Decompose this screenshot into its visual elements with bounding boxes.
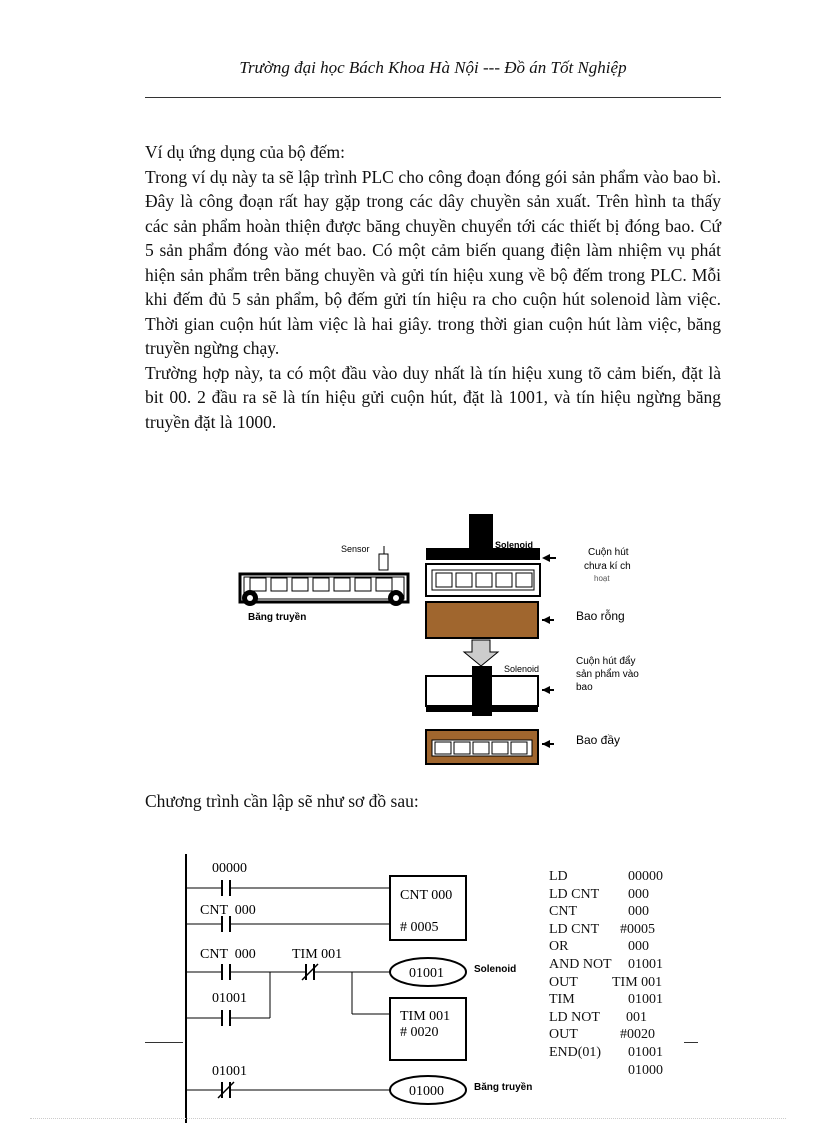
code-operand: #0020 — [620, 1027, 655, 1043]
coil-conveyor-label: Băng truyền — [474, 1082, 533, 1093]
code-instr: CNT — [549, 904, 577, 920]
empty-bag-label: Bao rỗng — [576, 609, 625, 623]
code-instr: TIM — [549, 992, 575, 1008]
cnt-block-preset: # 0005 — [400, 920, 439, 935]
footer-dash-right — [684, 1042, 698, 1043]
contact-00000: 00000 — [212, 861, 247, 876]
code-instr: OUT — [549, 1027, 578, 1043]
code-instr: OR — [549, 939, 569, 955]
paragraph-2: Trường hợp này, ta có một đầu vào duy nhất là tín hiệu xung tõ cảm biến, đặt là bit 00. 2 đầu ra sẽ là tín hiệu gửi cuộn hút, đặt là 1001, và tín hiệu ngừng băng truyền đặt là 1000. — [145, 362, 721, 432]
code-operand: 00000 — [628, 869, 663, 884]
coil-push-label-2: sản phẩm vào — [576, 669, 639, 680]
code-instr: LD — [549, 869, 568, 884]
contact-01001-seal: 01001 — [212, 991, 247, 1006]
sensor-label: Sensor — [341, 544, 370, 554]
solenoid-top — [426, 514, 540, 596]
code-instr: LD CNT — [549, 921, 600, 937]
coil-push-label-3: bao — [576, 682, 593, 693]
rung-2 — [186, 916, 390, 932]
page-bottom-line — [30, 1118, 786, 1119]
contact-cnt-reset: CNT 000 — [200, 903, 256, 918]
ladder-caption: Chương trình cần lập sẽ như sơ đồ sau: — [145, 791, 419, 811]
page-header: Trường đại học Bách Khoa Hà Nội --- Đồ án Tốt Nghiệp — [239, 58, 627, 77]
code-operand: 01001 — [628, 1044, 663, 1060]
contact-tim-001: TIM 001 — [292, 947, 343, 962]
paragraph-1: Trong ví dụ này ta sẽ lập trình PLC cho công đoạn đóng gói sản phẩm vào bao bì. Đây là công đoạn rất hay gặp trong các dây chuyền sản xuất. Trên hình ta thấy các sản phẩm hoàn thiện được băng chuyền chuyển tới các thiết bị đóng bao. Cứ 5 sản phẩm đóng vào mét bao. Có một cảm biến quang điện làm nhiệm vụ phát hiện sản phẩm trên băng chuyền và gửi tín hiệu xung về bộ đếm trong PLC. Mỗi khi đếm đủ 5 sản phẩm, bộ đếm gửi tín hiệu ra cho cuộn hút solenoid làm việc. Thời gian cuộn hút làm việc là hai giây. trong thời gian cuộn hút làm việc, băng truyền ngừng chạy. — [145, 166, 721, 358]
empty-bag — [426, 602, 538, 638]
ladder-diagram — [178, 848, 538, 1123]
mnemonic-code — [549, 868, 612, 1062]
code-instr: LD CNT — [549, 886, 600, 902]
code-operand: TIM 001 — [612, 974, 663, 990]
contact-01001-not: 01001 — [212, 1064, 247, 1079]
code-instr: END(01) — [549, 1044, 602, 1060]
code-operand: 000 — [628, 939, 649, 955]
mnemonic-operands — [612, 868, 663, 1079]
rung-4 — [186, 1082, 390, 1098]
conveyor-belt — [240, 574, 408, 606]
coil-solenoid-label: Solenoid — [474, 964, 517, 975]
code-operand: 01001 — [628, 956, 663, 972]
code-operand: 000 — [628, 886, 649, 902]
coil-01000-label: 01000 — [409, 1084, 444, 1099]
tim-block-name: TIM 001 — [400, 1009, 451, 1024]
cnt-block-name: CNT 000 — [400, 888, 453, 903]
code-operand: #0005 — [620, 921, 655, 937]
code-instr: OUT — [549, 974, 578, 990]
full-bag-label: Bao đầy — [576, 733, 621, 747]
code-instr: LD NOT — [549, 1009, 600, 1025]
coil-push-label-1: Cuộn hút đẩy — [576, 656, 636, 667]
down-arrow-icon — [464, 640, 498, 666]
section-heading: Ví dụ ứng dụng của bộ đếm: — [145, 142, 346, 162]
solenoid-top-label: Solenoid — [495, 540, 533, 550]
coil-01001-label: 01001 — [409, 966, 444, 981]
code-operand: 001 — [626, 1009, 647, 1025]
tim-block-preset: # 0020 — [400, 1025, 439, 1040]
code-operand: 000 — [628, 904, 649, 920]
footer-dash-left — [145, 1042, 183, 1043]
coil-idle-label-2: chưa kí ch — [584, 561, 631, 572]
header-rule — [145, 97, 721, 98]
packaging-diagram — [236, 510, 656, 775]
sensor-icon — [379, 546, 388, 570]
rung-1 — [186, 880, 390, 896]
full-bag — [426, 730, 538, 764]
contact-cnt-000: CNT 000 — [200, 947, 256, 962]
code-operand: 01001 — [628, 992, 663, 1008]
conveyor-label: Băng truyền — [248, 612, 307, 623]
coil-idle-label-1: Cuộn hút — [588, 547, 629, 558]
code-instr: AND NOT — [549, 956, 612, 972]
coil-idle-label-3: hoạt — [594, 574, 610, 583]
solenoid-mid-label: Solenoid — [504, 664, 540, 674]
body-text — [145, 140, 721, 434]
code-operand: 01000 — [628, 1062, 663, 1078]
